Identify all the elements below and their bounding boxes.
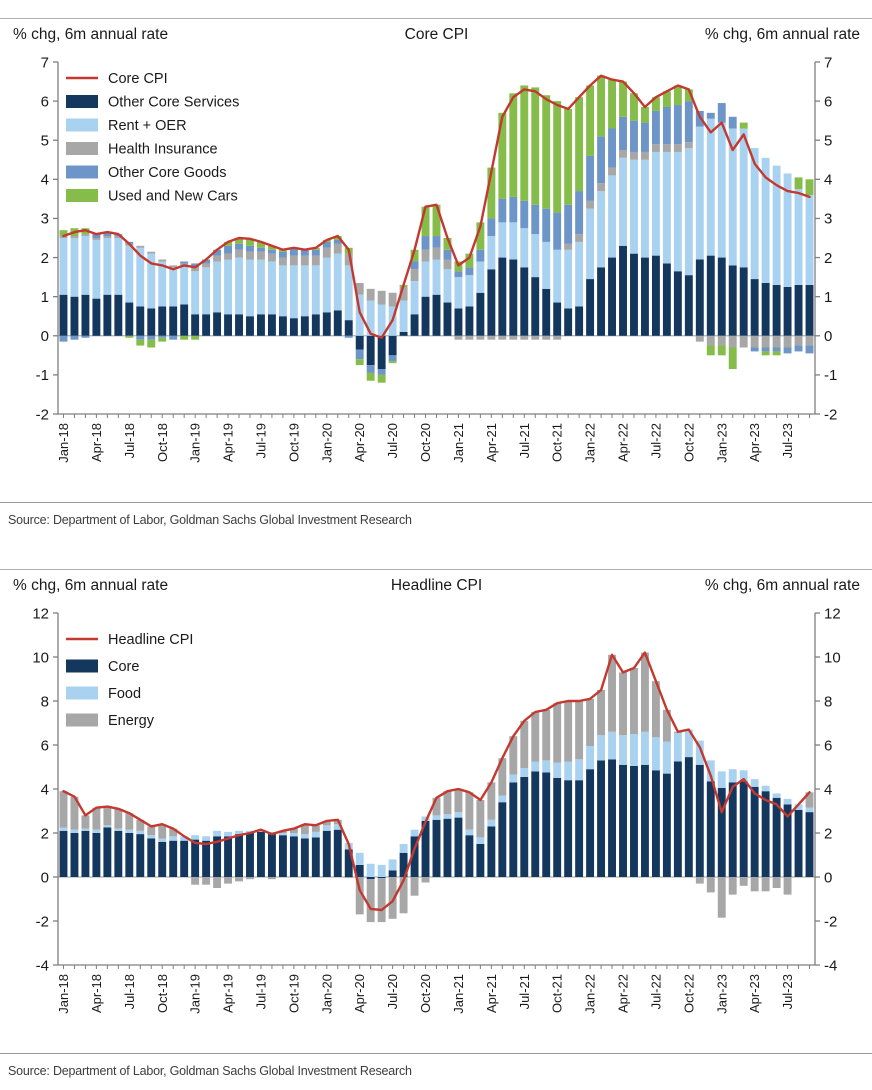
headline-cpi-chart-canvas <box>0 605 872 1051</box>
headline-cpi-panel <box>0 569 872 1086</box>
legend-label: Core <box>108 659 140 676</box>
svg-text:4: 4 <box>40 781 49 799</box>
legend-label: Other Core Services <box>108 94 240 111</box>
svg-text:Jan-19: Jan-19 <box>187 423 203 463</box>
source-row <box>0 502 872 535</box>
chart-title: Headline CPI <box>390 577 483 594</box>
svg-text:-2: -2 <box>824 913 838 931</box>
chart-title: Core CPI <box>404 26 469 43</box>
source-text: Source: Department of Labor, Goldman Sachs Global Investment Research <box>8 1064 412 1078</box>
core-cpi-header <box>0 26 872 54</box>
svg-text:Jan-21: Jan-21 <box>450 974 466 1014</box>
svg-text:Jul-23: Jul-23 <box>780 974 796 1010</box>
legend-label: Core CPI <box>108 71 168 88</box>
svg-text:10: 10 <box>824 649 841 667</box>
svg-text:-2: -2 <box>824 406 838 424</box>
left-axis-label: % chg, 6m annual rate <box>13 26 169 43</box>
legend <box>66 71 239 205</box>
svg-text:Apr-18: Apr-18 <box>88 974 104 1014</box>
svg-text:Jan-18: Jan-18 <box>56 974 72 1014</box>
svg-text:Apr-23: Apr-23 <box>747 423 763 463</box>
svg-text:Apr-19: Apr-19 <box>220 423 236 463</box>
legend-swatch <box>66 189 98 202</box>
svg-text:7: 7 <box>824 54 833 72</box>
svg-text:0: 0 <box>40 869 49 887</box>
svg-text:Jul-23: Jul-23 <box>780 423 796 459</box>
svg-text:0: 0 <box>824 869 833 887</box>
svg-text:4: 4 <box>824 171 833 189</box>
svg-text:8: 8 <box>824 693 833 711</box>
legend-swatch <box>66 687 98 700</box>
svg-text:3: 3 <box>824 210 833 228</box>
svg-text:2: 2 <box>824 825 833 843</box>
legend-swatch <box>66 142 98 155</box>
svg-text:Jan-18: Jan-18 <box>56 423 72 463</box>
svg-text:Oct-18: Oct-18 <box>154 974 170 1014</box>
right-axis-label: % chg, 6m annual rate <box>704 26 860 43</box>
svg-text:2: 2 <box>40 249 49 267</box>
svg-text:Jul-20: Jul-20 <box>385 423 401 459</box>
svg-text:Oct-20: Oct-20 <box>418 974 434 1014</box>
svg-text:Apr-22: Apr-22 <box>615 974 631 1014</box>
core-cpi-panel <box>0 18 872 535</box>
legend <box>66 632 193 729</box>
y-axis-left <box>36 54 58 423</box>
svg-text:Jul-22: Jul-22 <box>648 423 664 459</box>
svg-text:Jan-23: Jan-23 <box>714 974 730 1014</box>
svg-text:Jan-23: Jan-23 <box>714 423 730 463</box>
svg-text:2: 2 <box>824 249 833 267</box>
y-axis-left <box>32 605 58 974</box>
x-axis <box>56 414 815 463</box>
svg-text:-1: -1 <box>824 367 838 385</box>
svg-text:Jan-22: Jan-22 <box>582 423 598 463</box>
legend-swatch <box>66 714 98 727</box>
legend-label: Energy <box>108 713 154 730</box>
svg-text:4: 4 <box>824 781 833 799</box>
svg-text:Jul-18: Jul-18 <box>121 974 137 1010</box>
svg-text:Jul-21: Jul-21 <box>516 974 532 1010</box>
svg-text:-2: -2 <box>35 913 49 931</box>
legend-swatch <box>66 95 98 108</box>
svg-text:1: 1 <box>40 288 49 306</box>
svg-text:1: 1 <box>824 288 833 306</box>
y-axis-right <box>815 605 841 974</box>
svg-text:Oct-20: Oct-20 <box>418 423 434 463</box>
svg-text:Jul-19: Jul-19 <box>253 974 269 1010</box>
svg-text:Jan-19: Jan-19 <box>187 974 203 1014</box>
svg-text:4: 4 <box>40 171 49 189</box>
headline-cpi-header <box>0 577 872 605</box>
legend-swatch <box>66 166 98 179</box>
svg-text:Apr-21: Apr-21 <box>483 423 499 463</box>
svg-text:-4: -4 <box>35 957 49 975</box>
svg-text:Jul-19: Jul-19 <box>253 423 269 459</box>
legend-label: Other Core Goods <box>108 165 227 182</box>
svg-text:5: 5 <box>40 132 49 150</box>
svg-text:12: 12 <box>32 605 49 623</box>
svg-text:-4: -4 <box>824 957 838 975</box>
right-axis-label: % chg, 6m annual rate <box>704 577 860 594</box>
svg-text:Oct-21: Oct-21 <box>549 974 565 1014</box>
source-text: Source: Department of Labor, Goldman Sachs Global Investment Research <box>8 513 412 527</box>
legend-label: Rent + OER <box>108 118 187 135</box>
legend-label: Health Insurance <box>108 141 218 158</box>
svg-text:6: 6 <box>824 93 833 111</box>
svg-text:-1: -1 <box>35 367 49 385</box>
svg-text:5: 5 <box>824 132 833 150</box>
svg-text:Jul-18: Jul-18 <box>121 423 137 459</box>
svg-text:Apr-22: Apr-22 <box>615 423 631 463</box>
source-row <box>0 1053 872 1086</box>
svg-text:Jan-22: Jan-22 <box>582 974 598 1014</box>
svg-text:Oct-19: Oct-19 <box>286 974 302 1014</box>
svg-text:6: 6 <box>824 737 833 755</box>
svg-text:3: 3 <box>40 210 49 228</box>
svg-text:Apr-20: Apr-20 <box>352 423 368 463</box>
svg-text:Apr-19: Apr-19 <box>220 974 236 1014</box>
svg-text:Oct-18: Oct-18 <box>154 423 170 463</box>
legend-swatch <box>66 660 98 673</box>
svg-text:Oct-22: Oct-22 <box>681 423 697 463</box>
x-axis <box>56 965 815 1014</box>
svg-text:Apr-23: Apr-23 <box>747 974 763 1014</box>
svg-text:8: 8 <box>40 693 49 711</box>
core-cpi-chart-canvas <box>0 54 872 500</box>
legend-swatch <box>66 119 98 132</box>
svg-text:7: 7 <box>40 54 49 72</box>
svg-text:Apr-20: Apr-20 <box>352 974 368 1014</box>
svg-text:6: 6 <box>40 737 49 755</box>
y-axis-right <box>815 54 837 423</box>
svg-text:2: 2 <box>40 825 49 843</box>
svg-text:Oct-19: Oct-19 <box>286 423 302 463</box>
left-axis-label: % chg, 6m annual rate <box>13 577 169 594</box>
svg-text:Jul-22: Jul-22 <box>648 974 664 1010</box>
svg-text:Jan-20: Jan-20 <box>319 974 335 1014</box>
svg-text:Jan-20: Jan-20 <box>319 423 335 463</box>
svg-text:-2: -2 <box>35 406 49 424</box>
svg-text:Apr-21: Apr-21 <box>483 974 499 1014</box>
svg-text:Jul-20: Jul-20 <box>385 974 401 1010</box>
svg-text:Jul-21: Jul-21 <box>516 423 532 459</box>
svg-text:Apr-18: Apr-18 <box>88 423 104 463</box>
svg-text:0: 0 <box>40 328 49 346</box>
svg-text:0: 0 <box>824 328 833 346</box>
legend-label: Used and New Cars <box>108 188 238 205</box>
legend-label: Headline CPI <box>108 632 194 649</box>
svg-text:6: 6 <box>40 93 49 111</box>
svg-text:10: 10 <box>32 649 49 667</box>
legend-label: Food <box>108 686 142 703</box>
svg-text:Jan-21: Jan-21 <box>450 423 466 463</box>
svg-text:Oct-22: Oct-22 <box>681 974 697 1014</box>
svg-text:Oct-21: Oct-21 <box>549 423 565 463</box>
svg-text:12: 12 <box>824 605 841 623</box>
